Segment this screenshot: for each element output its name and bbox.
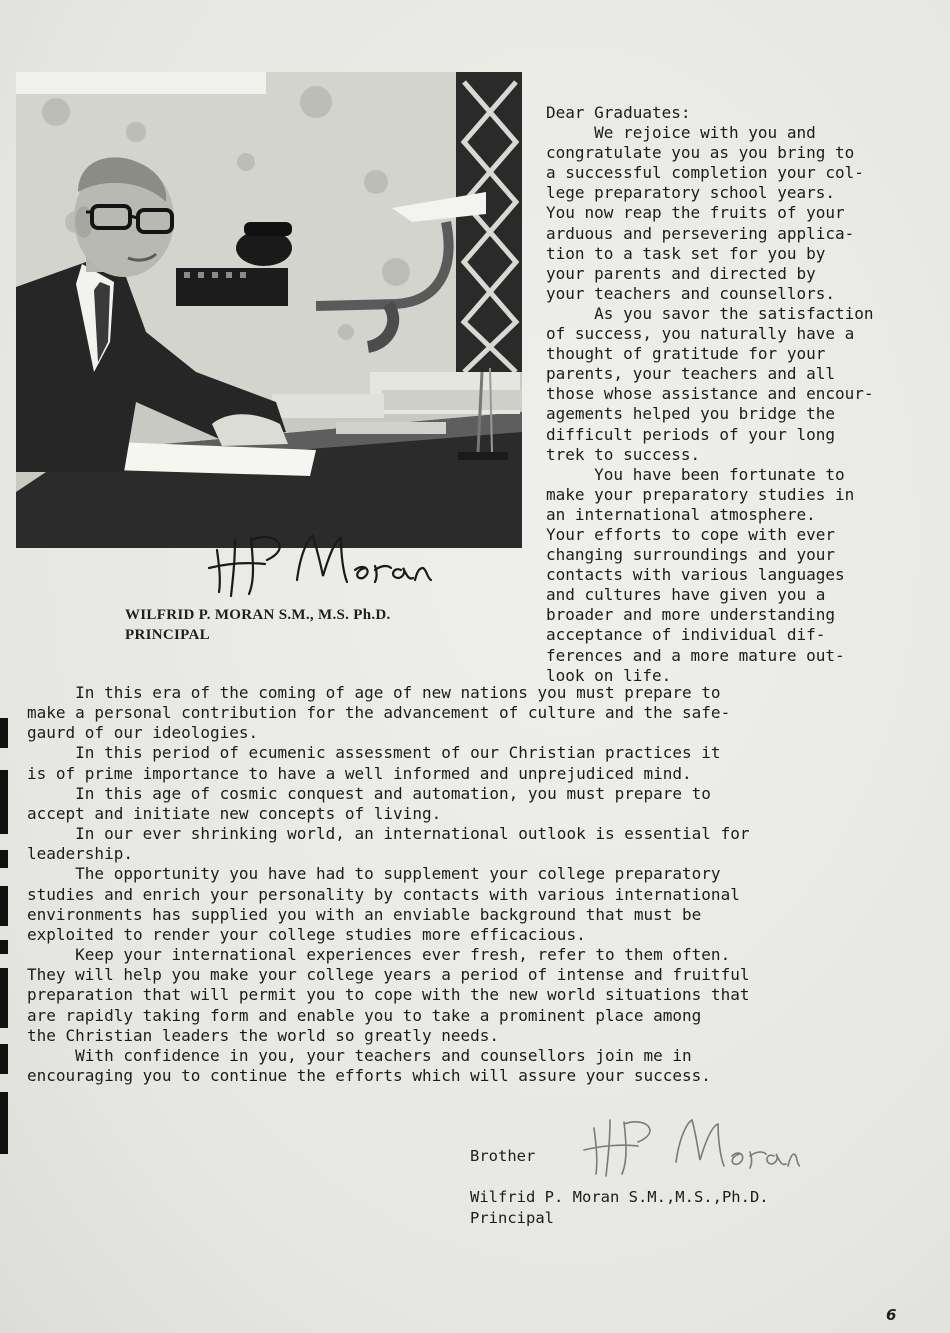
caption-name-line: WILFRID P. MORAN S.M., M.S. Ph.D. — [125, 607, 391, 623]
binding-edge-marks — [0, 700, 10, 1170]
photo-caption — [125, 605, 391, 645]
closing-signature-block — [470, 1187, 769, 1228]
letter-body-text: In this era of the coming of age of new nations you must prepare to make a personal contribution for the advancement of culture and the safe- gaurd of our ideologies. In this period of ecumenic assessment of our Christian practices it is of prime importance to have a well informed and unprejudiced mind. In this age of cosmic conquest and automation, you must prepare to accept and initiate new concepts of living. In our ever shrinking world, an international outlook is essential for leadership. The opportunity you have had to supplement your college preparatory studies and enrich your personality by contacts with various international environments has supplied you with an enviable background that must be exploited to render your college studies more efficacious. Keep your international experiences ever fresh, refer to them often. They will help you make your college years a period of intense and fruitful preparation that will permit you to cope with the new world situations that are rapidly taking form and enable you to take a prominent place among the Christian leaders the world so greatly needs. With confidence in you, your teachers and counsellors join me in encouraging you to continue the efforts which will assure your success. — [27, 683, 750, 1085]
page-number: 6 — [886, 1306, 897, 1324]
closing-name: Wilfrid P. Moran S.M.,M.S.,Ph.D. — [470, 1188, 769, 1206]
principal-portrait-photo — [16, 72, 522, 548]
closing-salutation: Brother — [470, 1147, 536, 1165]
closing-signature — [580, 1110, 800, 1182]
closing-title: Principal — [470, 1208, 554, 1227]
letter-column-text: Dear Graduates: We rejoice with you and congratulate you as you bring to a successful completion your col- lege preparatory school years. You now reap the fruits of your arduous and persevering applica- tion to a task set for you by your parents and directed by your teachers and counsellors. As you savor the satisfaction of success, you naturally have a thought of gratitude for your parents, your teachers and all those whose assistance and encour- agements helped you bridge the difficult periods of your long trek to success. You have been fortunate to make your preparatory studies in an international atmosphere. Your efforts to cope with ever changing surroundings and your contacts with various languages and cultures have given you a broader and more understanding acceptance of individual dif- ferences and a more mature out- look on life. — [546, 103, 874, 685]
signature-under-photo — [205, 520, 435, 600]
caption-title-line: PRINCIPAL — [125, 627, 210, 643]
